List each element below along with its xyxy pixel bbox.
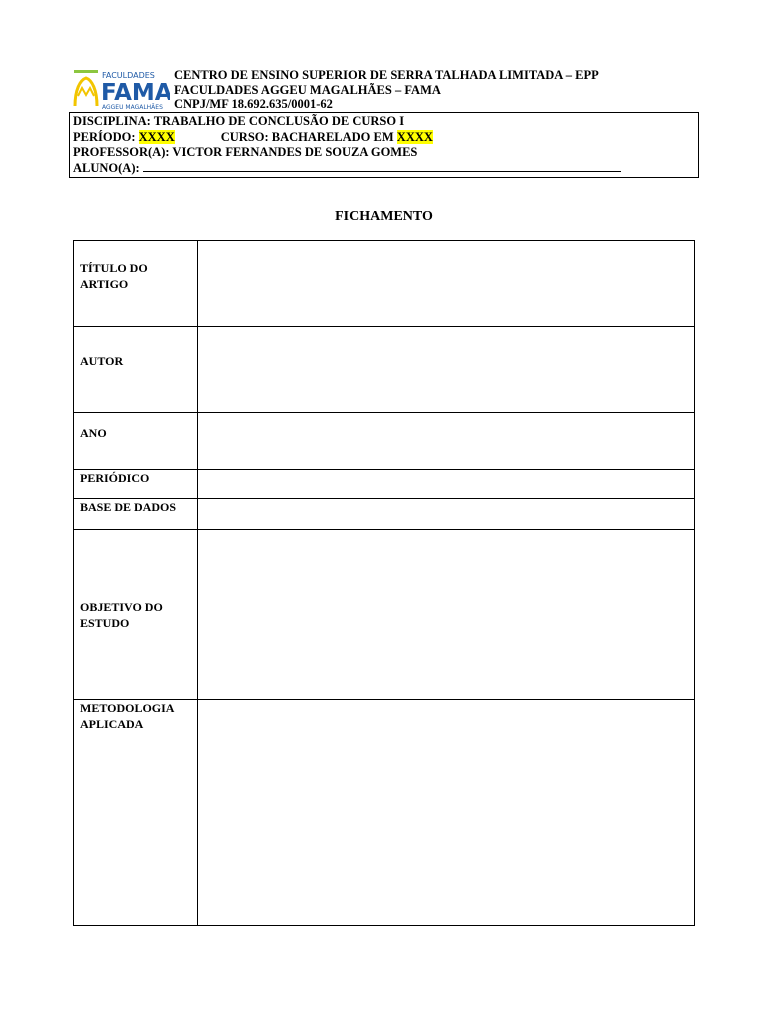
aluno-label: ALUNO(A): xyxy=(73,160,143,175)
faculty-name: FACULDADES AGGEU MAGALHÃES – FAMA xyxy=(174,82,441,97)
institution-header xyxy=(174,68,599,112)
institution-name: CENTRO DE ENSINO SUPERIOR DE SERRA TALHADA LIMITADA – EPP xyxy=(174,68,599,82)
professor: PROFESSOR(A): VICTOR FERNANDES DE SOUZA GOMES xyxy=(73,145,418,159)
periodo-value[interactable]: XXXX xyxy=(138,129,175,144)
course-info-box xyxy=(69,112,699,178)
table-row xyxy=(74,413,695,470)
disciplina: DISCIPLINA: TRABALHO DE CONCLUSÃO DE CURSO I xyxy=(73,114,405,128)
periodo-curso-row xyxy=(73,130,695,146)
label-metodologia: METODOLOGIA APLICADA xyxy=(74,700,198,926)
field-base-de-dados[interactable] xyxy=(198,499,695,530)
table-row xyxy=(74,700,695,926)
table-row xyxy=(74,499,695,530)
aluno-field[interactable] xyxy=(143,161,621,172)
table-row xyxy=(74,327,695,413)
logo-sub-text: AGGEU MAGALHÃES xyxy=(102,104,163,111)
fama-logo xyxy=(72,66,170,112)
field-objetivo[interactable] xyxy=(198,530,695,700)
label-ano: ANO xyxy=(74,413,198,470)
label-autor: AUTOR xyxy=(74,327,198,413)
field-ano[interactable] xyxy=(198,413,695,470)
logo-main-text: FAMA xyxy=(101,80,170,106)
aluno-row xyxy=(73,161,695,177)
label-titulo: TÍTULO DO ARTIGO xyxy=(74,241,198,327)
logo-top-text: FACULDADES xyxy=(102,71,155,80)
field-periodico[interactable] xyxy=(198,470,695,499)
curso-label: CURSO: BACHARELADO EM xyxy=(220,129,397,144)
label-base-de-dados: BASE DE DADOS xyxy=(74,499,198,530)
cnpj: CNPJ/MF 18.692.635/0001-62 xyxy=(174,97,333,111)
fichamento-table xyxy=(73,240,695,926)
page-title: FICHAMENTO xyxy=(335,209,433,224)
periodo-label: PERÍODO: xyxy=(73,129,139,144)
field-metodologia[interactable] xyxy=(198,700,695,926)
table-row xyxy=(74,241,695,327)
label-objetivo: OBJETIVO DO ESTUDO xyxy=(74,530,198,700)
label-periodico: PERIÓDICO xyxy=(74,470,198,499)
table-row xyxy=(74,530,695,700)
field-autor[interactable] xyxy=(198,327,695,413)
curso-value[interactable]: XXXX xyxy=(396,129,433,144)
table-row xyxy=(74,470,695,499)
field-titulo[interactable] xyxy=(198,241,695,327)
